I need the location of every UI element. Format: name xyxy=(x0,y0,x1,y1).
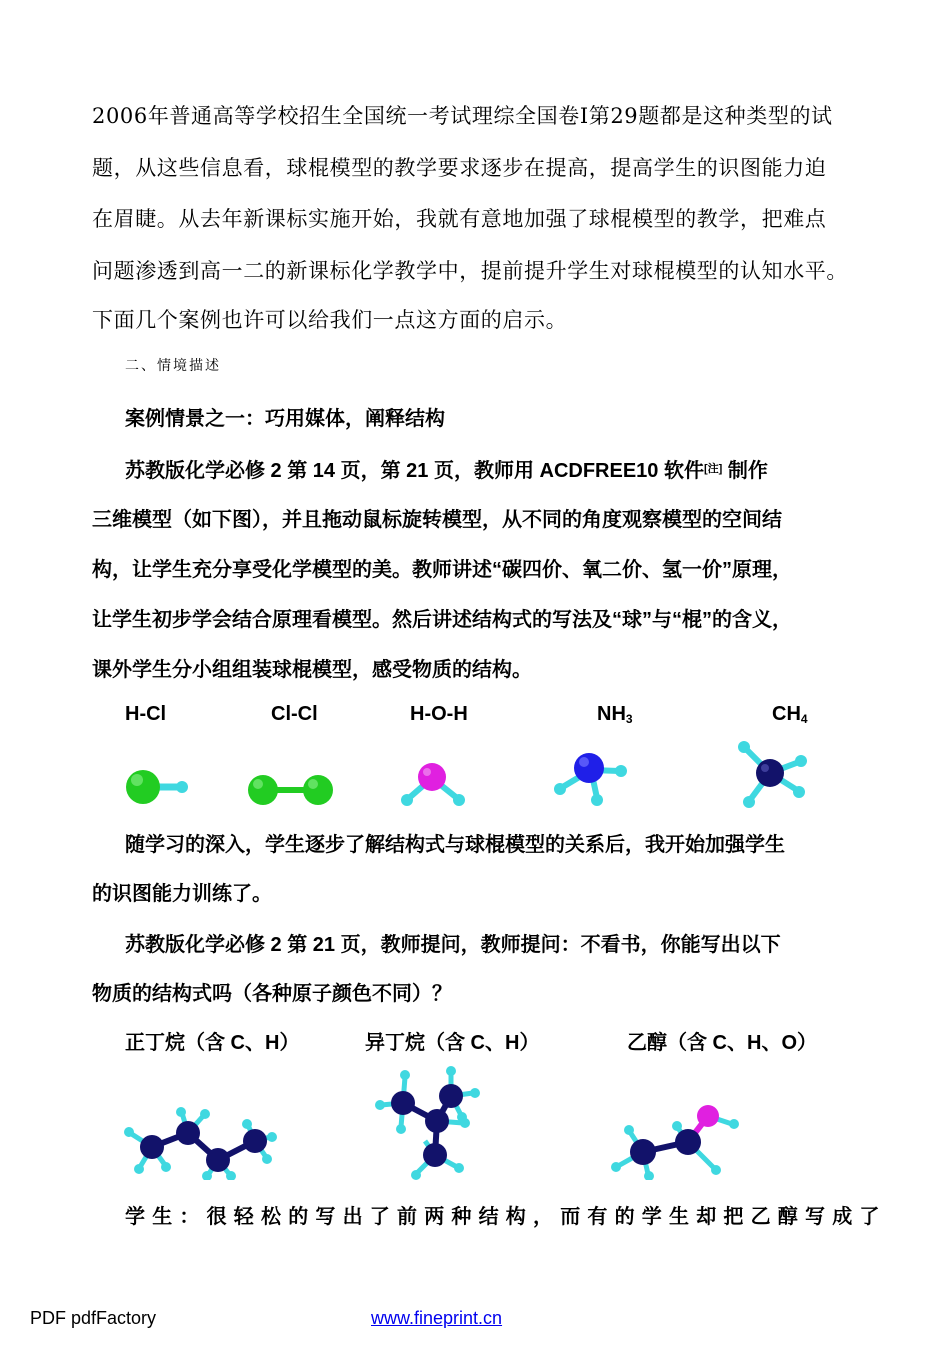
formula-hoh: H-O-H xyxy=(410,703,468,725)
para1-line-1-post: 制作 xyxy=(722,460,768,482)
case-title: 案例情景之一：巧用媒体，阐释结构 xyxy=(125,408,445,430)
butane-label: 正丁烷（含 C、H） xyxy=(125,1032,300,1054)
formula-ch4-sub: 4 xyxy=(800,712,808,726)
intro-line-5: 下面几个案例也许可以给我们一点这方面的启示。 xyxy=(92,308,568,332)
clcl-model-image xyxy=(243,768,338,810)
formula-clcl: Cl-Cl xyxy=(271,703,318,725)
formula-hcl: H-Cl xyxy=(125,703,167,725)
ethanol-label: 乙醇（含 C、H、O） xyxy=(627,1032,817,1054)
para2-line-2: 的识图能力训练了。 xyxy=(92,883,272,905)
isobutane-model-image xyxy=(373,1063,483,1185)
para3-line-2: 物质的结构式吗（各种原子颜色不同）？ xyxy=(92,983,452,1005)
footer-pdffactory: PDF pdfFactory xyxy=(30,1308,157,1328)
ammonia-model-image xyxy=(553,748,633,808)
intro-line-4: 问题渗透到高一二的新课标化学教学中，提前提升学生对球棍模型的认知水平。 xyxy=(92,259,848,283)
formula-nh3-base: NH xyxy=(597,703,626,725)
butane-model-image xyxy=(120,1105,285,1180)
formula-ch4 xyxy=(772,703,808,726)
hcl-model-image xyxy=(120,765,195,810)
intro-line-1: 2006年普通高等学校招生全国统一考试理综全国卷Ⅰ第29题都是这种类型的试 xyxy=(92,104,833,128)
ethanol-model-image xyxy=(608,1100,743,1180)
para1-line-1 xyxy=(125,454,768,483)
para1-line-2: 三维模型（如下图），并且拖动鼠标旋转模型，从不同的角度观察模型的空间结 xyxy=(92,509,782,531)
para3-line-1: 苏教版化学必修 2 第 21 页，教师提问，教师提问：不看书，你能写出以下 xyxy=(125,934,781,956)
formula-nh3 xyxy=(597,703,633,726)
note-marker: [注] xyxy=(703,463,723,475)
para2-line-1: 随学习的深入，学生逐步了解结构式与球棍模型的关系后，我开始加强学生 xyxy=(125,834,785,856)
para1-line-5: 课外学生分小组组装球棍模型，感受物质的结构。 xyxy=(92,659,532,681)
student-line: 学生：很轻松的写出了前两种结构，而有的学生却把乙醇写成了 xyxy=(125,1206,887,1228)
para1-line-4: 让学生初步学会结合原理看模型。然后讲述结构式的写法及“球”与“棍”的含义， xyxy=(92,609,792,631)
para1-line-3: 构，让学生充分享受化学模型的美。教师讲述“碳四价、氧二价、氢一价”原理， xyxy=(92,559,792,581)
water-model-image xyxy=(397,760,467,810)
section-heading: 二、情境描述 xyxy=(125,357,221,373)
methane-model-image xyxy=(735,740,810,808)
intro-line-2: 题，从这些信息看，球棍模型的教学要求逐步在提高，提高学生的识图能力迫 xyxy=(92,156,827,180)
isobutane-label: 异丁烷（含 C、H） xyxy=(365,1032,540,1054)
formula-nh3-sub: 3 xyxy=(625,712,633,726)
formula-ch4-base: CH xyxy=(772,703,801,725)
intro-line-3: 在眉睫。从去年新课标实施开始，我就有意地加强了球棍模型的教学，把难点 xyxy=(92,207,827,231)
footer-link[interactable]: www.fineprint.cn xyxy=(371,1308,503,1328)
para1-line-1-pre: 苏教版化学必修 2 第 14 页，第 21 页，教师用 ACDFREE10 软件 xyxy=(125,460,704,482)
